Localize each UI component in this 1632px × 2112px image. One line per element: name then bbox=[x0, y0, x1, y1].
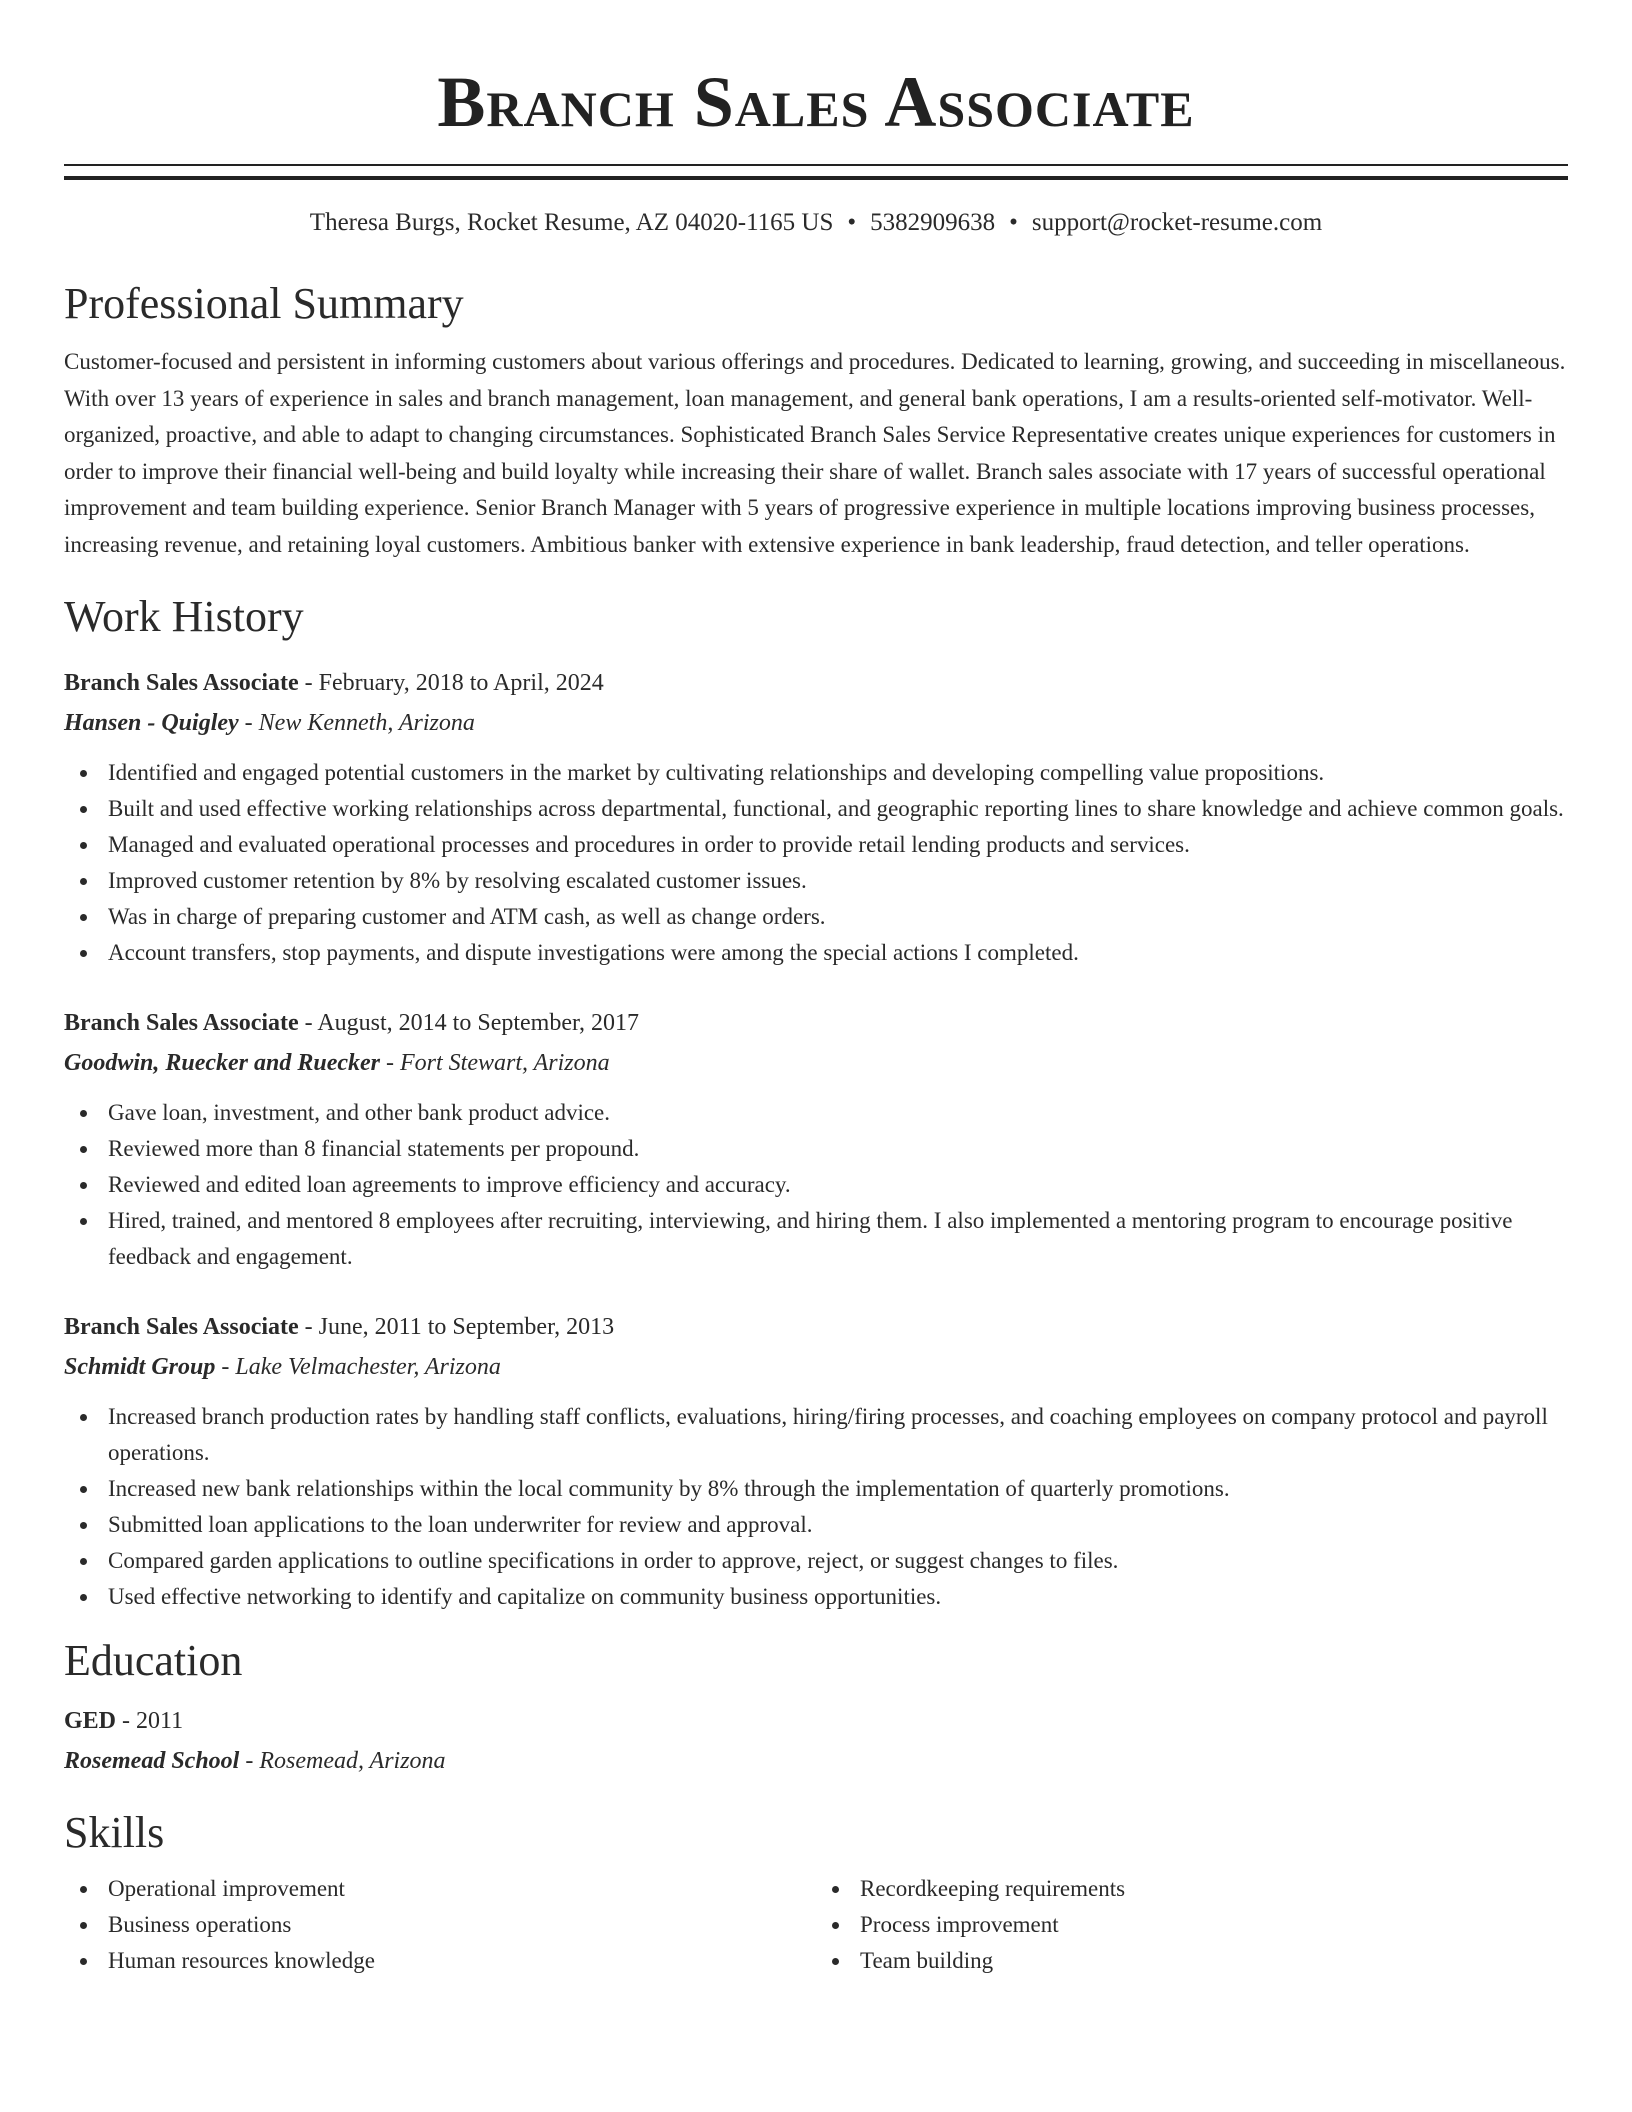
school-name: Rosemead School bbox=[64, 1748, 240, 1774]
company-name: Hansen - Quigley bbox=[64, 710, 239, 736]
contact-phone: 5382909638 bbox=[870, 209, 996, 236]
list-item: Reviewed more than 8 financial statements per propound. bbox=[108, 1131, 1568, 1167]
list-item: Reviewed and edited loan agreements to improve efficiency and accuracy. bbox=[108, 1167, 1568, 1203]
company-line bbox=[64, 703, 1568, 743]
job-entry bbox=[64, 1003, 1568, 1275]
job-title: Branch Sales Associate bbox=[64, 1010, 299, 1036]
degree-line bbox=[64, 1701, 1568, 1741]
company-location: - New Kenneth, Arizona bbox=[238, 710, 475, 736]
contact-separator: • bbox=[1009, 209, 1018, 236]
job-bullets bbox=[64, 755, 1568, 971]
skill-item: Recordkeeping requirements bbox=[860, 1871, 1568, 1907]
company-line bbox=[64, 1043, 1568, 1083]
list-item: Submitted loan applications to the loan underwriter for review and approval. bbox=[108, 1507, 1568, 1543]
degree: GED bbox=[64, 1708, 117, 1734]
job-dates: - August, 2014 to September, 2017 bbox=[298, 1010, 640, 1036]
skills-heading: Skills bbox=[64, 1808, 165, 1857]
job-bullets bbox=[64, 1095, 1568, 1275]
list-item: Used effective networking to identify and capitalize on community business opportunities. bbox=[108, 1579, 1568, 1615]
skill-item: Business operations bbox=[108, 1907, 816, 1943]
company-location: - Lake Velmachester, Arizona bbox=[215, 1354, 501, 1380]
list-item: Compared garden applications to outline specifications in order to approve, reject, or suggest changes to files. bbox=[108, 1543, 1568, 1579]
job-title-line bbox=[64, 1003, 1568, 1043]
school-location: - Rosemead, Arizona bbox=[239, 1748, 446, 1774]
contact-separator: • bbox=[847, 209, 857, 236]
list-item: Hired, trained, and mentored 8 employees after recruiting, interviewing, and hiring them. I also implemented a mentoring program to encourage positive feedback and engagement. bbox=[108, 1203, 1568, 1275]
skill-item: Team building bbox=[860, 1943, 1568, 1979]
company-location: - Fort Stewart, Arizona bbox=[380, 1050, 610, 1076]
resume-page bbox=[64, 0, 1568, 1979]
title-divider bbox=[64, 164, 1568, 180]
skill-item: Human resources knowledge bbox=[108, 1943, 816, 1979]
list-item: Increased new bank relationships within the local community by 8% through the implementation of quarterly promotions. bbox=[108, 1471, 1568, 1507]
skill-item: Process improvement bbox=[860, 1907, 1568, 1943]
summary-heading: Professional Summary bbox=[64, 279, 464, 328]
company-line bbox=[64, 1347, 1568, 1387]
list-item: Was in charge of preparing customer and ATM cash, as well as change orders. bbox=[108, 899, 1568, 935]
list-item: Improved customer retention by 8% by resolving escalated customer issues. bbox=[108, 863, 1568, 899]
school-line bbox=[64, 1741, 1568, 1781]
skills-list-left bbox=[64, 1871, 816, 1979]
list-item: Built and used effective working relationships across departmental, functional, and geographic reporting lines to share knowledge and achieve common goals. bbox=[108, 791, 1568, 827]
education-entry bbox=[64, 1701, 1568, 1781]
job-title: Branch Sales Associate bbox=[64, 1314, 299, 1340]
work-history-heading: Work History bbox=[64, 592, 304, 641]
job-dates: - February, 2018 to April, 2024 bbox=[298, 670, 604, 696]
summary-text: Customer-focused and persistent in informing customers about various offerings and procedures. Dedicated to learning, growing, and succeeding in miscellaneous. With over 13 years of experience in sales and branch management, loan management, and general bank operations, I am a results-oriented self-motivator. Well-organized, proactive, and able to adapt to changing circumstances. Sophisticated Branch Sales Service Representative creates unique experiences for customers in order to improve their financial well-being and build loyalty while increasing their share of wallet. Branch sales associate with 17 years of successful operational improvement and team building experience. Senior Branch Manager with 5 years of progressive experience in multiple locations improving business processes, increasing revenue, and retaining loyal customers. Ambitious banker with extensive experience in bank leadership, fraud detection, and teller operations. bbox=[64, 349, 1566, 557]
job-entry bbox=[64, 1307, 1568, 1615]
skills-columns bbox=[64, 1871, 1568, 1979]
company-name: Goodwin, Ruecker and Ruecker bbox=[64, 1050, 381, 1076]
job-dates: - June, 2011 to September, 2013 bbox=[298, 1314, 615, 1340]
resume-title: Branch Sales Associate bbox=[437, 62, 1195, 142]
job-entry bbox=[64, 663, 1568, 971]
list-item: Increased branch production rates by handling staff conflicts, evaluations, hiring/firing processes, and coaching employees on company protocol and payroll operations. bbox=[108, 1399, 1568, 1471]
education-heading: Education bbox=[64, 1636, 243, 1685]
list-item: Gave loan, investment, and other bank product advice. bbox=[108, 1095, 1568, 1131]
skills-list-right bbox=[816, 1871, 1568, 1979]
list-item: Account transfers, stop payments, and dispute investigations were among the special actions I completed. bbox=[108, 935, 1568, 971]
contact-line bbox=[64, 208, 1568, 238]
list-item: Identified and engaged potential customers in the market by cultivating relationships and developing compelling value propositions. bbox=[108, 755, 1568, 791]
company-name: Schmidt Group bbox=[64, 1354, 216, 1380]
contact-address: Theresa Burgs, Rocket Resume, AZ 04020-1165 US bbox=[309, 209, 834, 236]
job-bullets bbox=[64, 1399, 1568, 1615]
job-title: Branch Sales Associate bbox=[64, 670, 299, 696]
skill-item: Operational improvement bbox=[108, 1871, 816, 1907]
education-year: - 2011 bbox=[116, 1708, 184, 1734]
job-title-line bbox=[64, 663, 1568, 703]
contact-email[interactable]: support@rocket-resume.com bbox=[1031, 209, 1323, 236]
job-title-line bbox=[64, 1307, 1568, 1347]
list-item: Managed and evaluated operational processes and procedures in order to provide retail lending products and services. bbox=[108, 827, 1568, 863]
